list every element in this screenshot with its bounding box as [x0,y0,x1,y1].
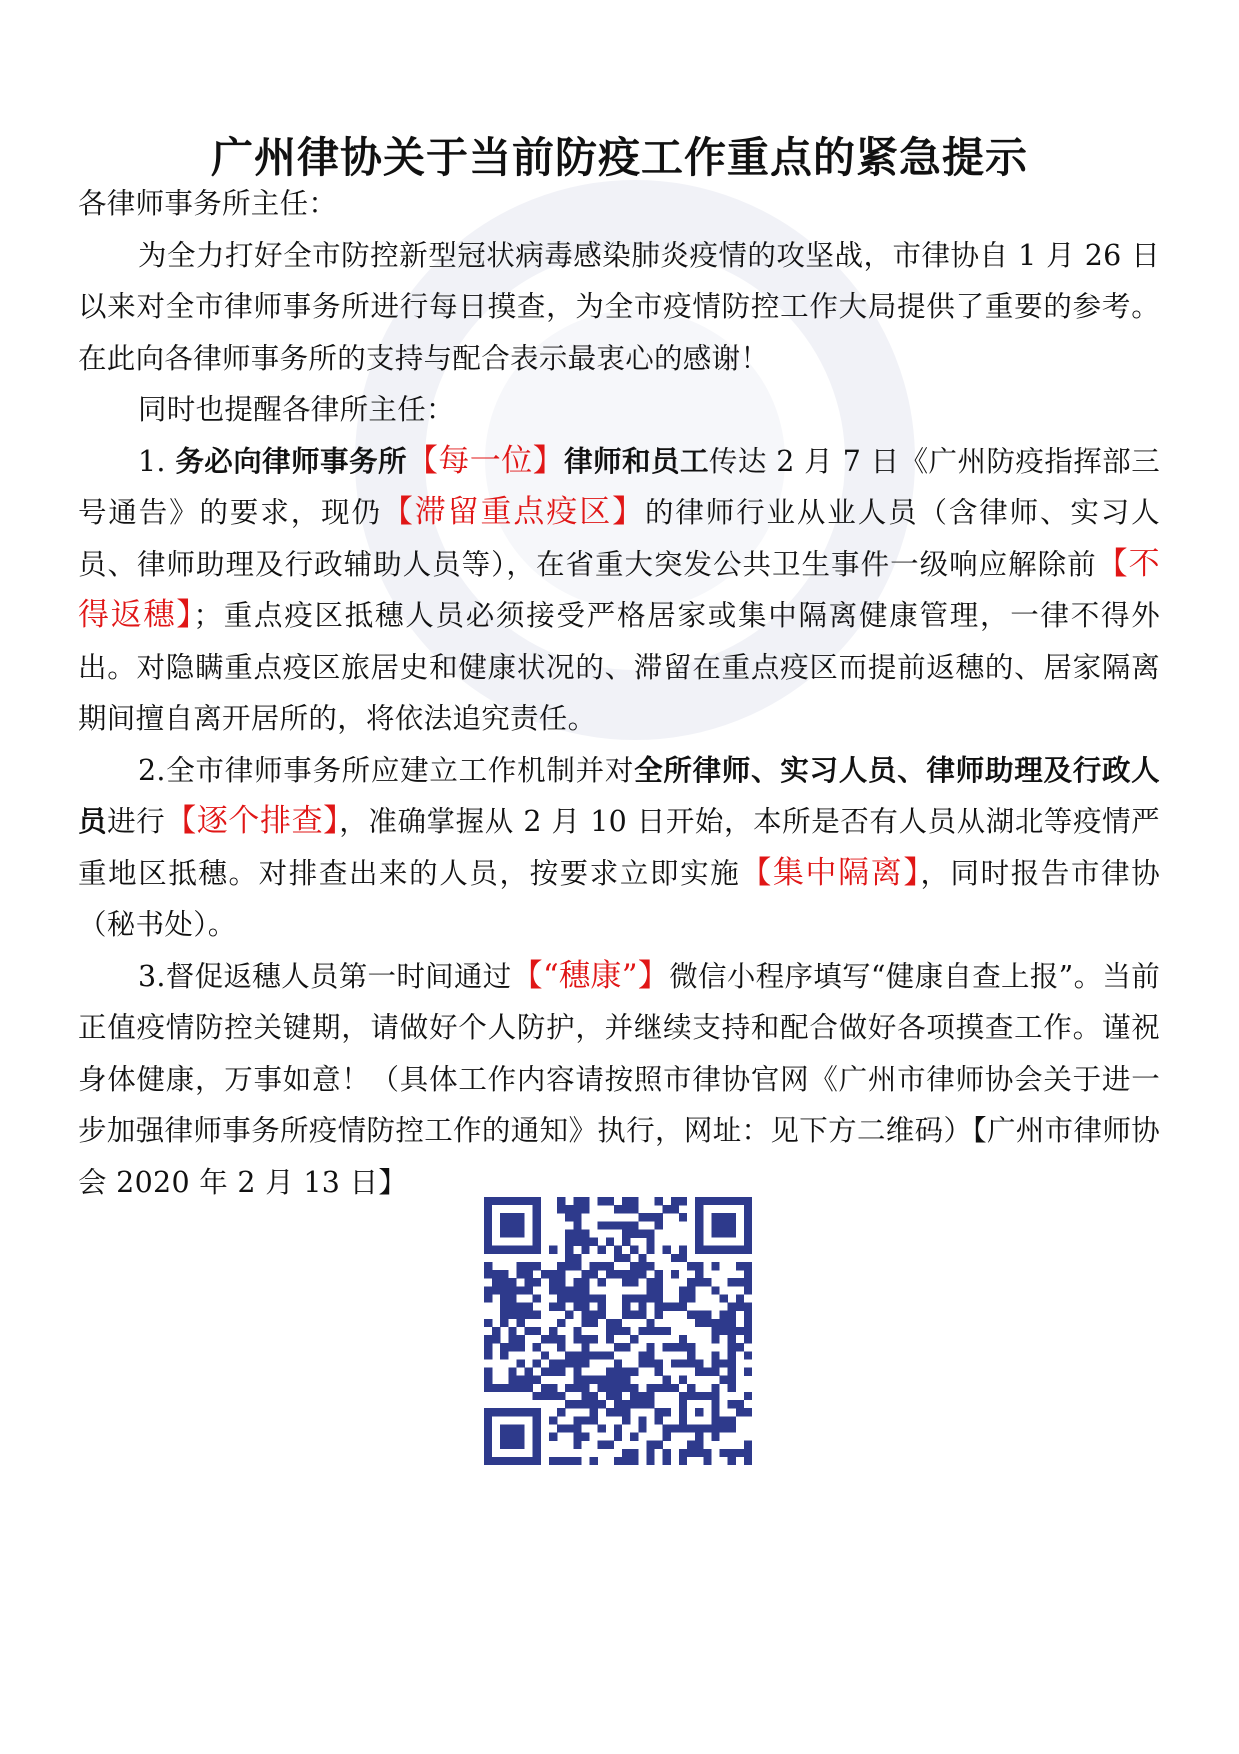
item-text: ，同时报告市律协（秘书处）。 [78,856,1160,941]
item-number: 2. [138,753,166,787]
item-text: ，准确掌握从 2 月 10 日开始，本所是否有人员从湖北等疫情严重地区抵穗。对排查出来的人员，按要求立即实施 [78,805,1160,890]
red-emphasis: 【每一位】 [406,442,565,479]
item-text: ；重点疫区抵穗人员必须接受严格居家或集中隔离健康管理，一律不得外出。对隐瞒重点疫区旅居史和健康状况的、滞留在重点疫区而提前返穗的、居家隔离期间擅自离开居所的，将依法追究责任。 [78,599,1160,735]
bold-phrase: 全所律师、实习人员、律师助理及行政人员 [78,753,1160,838]
red-emphasis: 【滞留重点疫区】 [381,494,645,530]
paragraph-intro: 为全力打好全市防控新型冠状病毒感染肺炎疫情的攻坚战，市律协自 1 月 26 日以来对全市律师事务所进行每日摸查，为全市疫情防控工作大局提供了重要的参考。在此向各律师事务所的支持与配合表示最衷心的感谢！ [78,238,1160,375]
item-text: 进行 [107,805,166,838]
bold-phrase: 务必向律师事务所 [175,444,407,478]
list-item-1 [78,436,1160,745]
salutation: 各律师事务所主任： [78,187,338,220]
red-emphasis: 【集中隔离】 [740,854,921,891]
document-body [78,178,1160,1208]
item-number: 3. [138,959,166,993]
red-emphasis: 【“穗康”】 [511,957,670,994]
item-text: 的律师行业从业人员（含律师、实习人员、律师助理及行政辅助人员等），在省重大突发公共卫生事件一级响应解除前 [78,496,1160,581]
bold-phrase: 律师和员工 [564,444,709,478]
red-emphasis: 【不得返穗】 [78,545,1160,633]
qr-code-graphic [484,1197,752,1465]
list-item-3 [78,951,1160,1209]
red-emphasis: 【逐个排查】 [165,803,340,839]
item-number: 1. [138,444,166,478]
document-title: 广州律协关于当前防疫工作重点的紧急提示 [210,133,1028,183]
qr-code[interactable] [484,1197,752,1465]
item-text: 传达 2 月 7 日《广州防疫指挥部三号通告》的要求，现仍 [78,444,1160,529]
item-text: 微信小程序填写“健康自查上报”。当前正值疫情防控关键期，请做好个人防护，并继续支持和配合做好各项摸查工作。谨祝身体健康，万事如意！（具体工作内容请按照市律协官网《广州市律师协会关于进一步加强律师事务所疫情防控工作的通知》执行，网址：见下方二维码）【广州市律师协会 2020 年 2 月 13 日】 [78,959,1161,1199]
item-text: 督促返穗人员第一时间通过 [165,959,512,993]
item-text: 全市律师事务所应建立工作机制并对 [165,753,635,787]
paragraph-reminder: 同时也提醒各律所主任： [138,393,455,426]
list-item-2 [78,745,1160,951]
